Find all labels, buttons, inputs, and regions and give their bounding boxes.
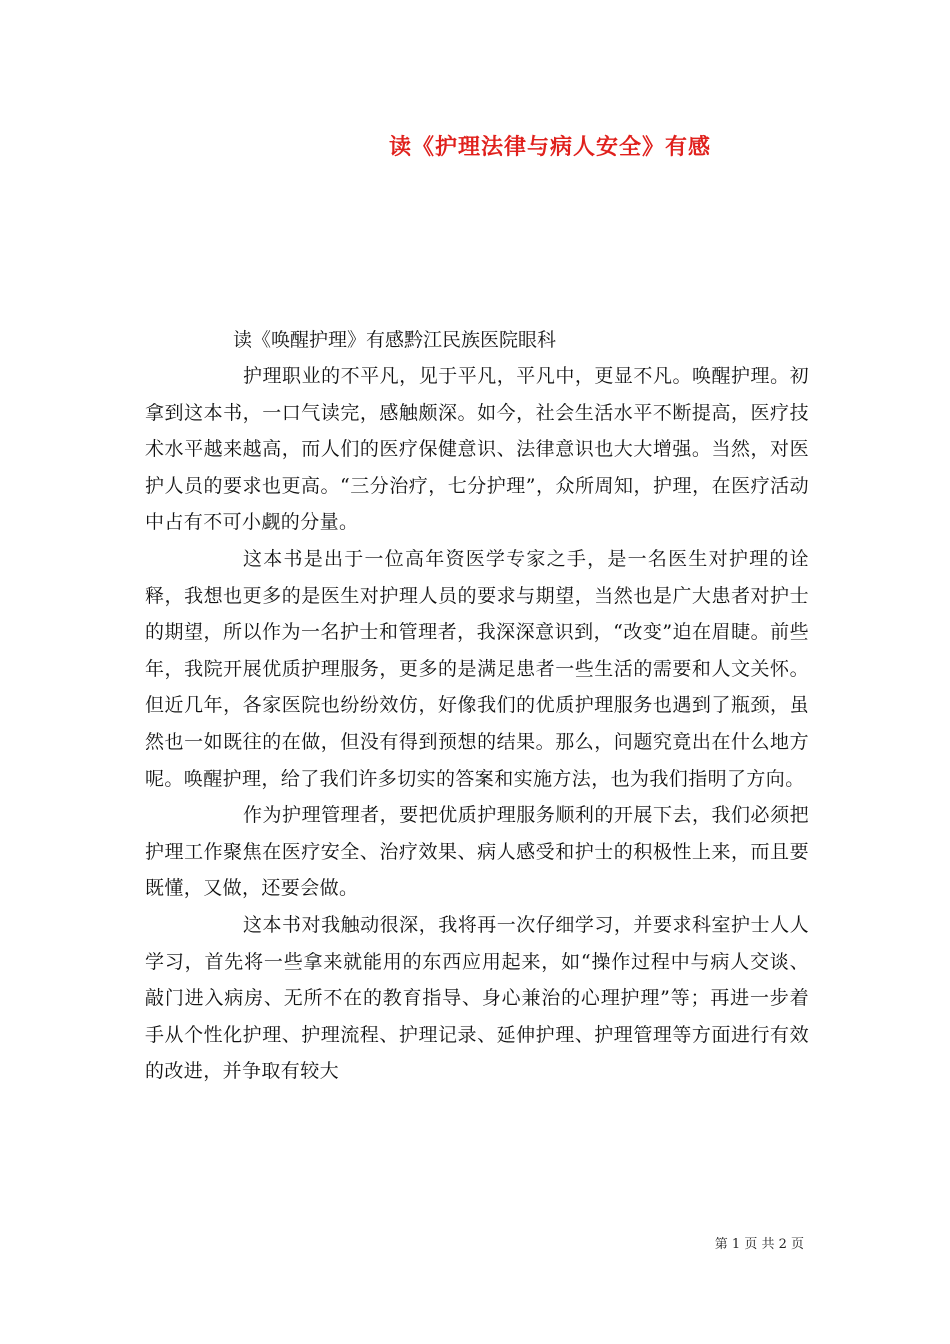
paragraph-3: 作为护理管理者，要把优质护理服务顺利的开展下去，我们必须把护理工作聚焦在医疗安全、治疗效果、病人感受和护士的积极性上来，而且要既懂，又做，还要会做。 [145, 804, 809, 900]
document-subtitle: 读《唤醒护理》有感黔江民族医院眼科 [233, 329, 557, 351]
paragraph-2: 这本书是出于一位高年资医学专家之手，是一名医生对护理的诠释，我想也更多的是医生对护理人员的要求与期望，当然也是广大患者对护士的期望，所以作为一名护士和管理者，我深深意识到，“改变”迫在眉睫。前些年，我院开展优质护理服务，更多的是满足患者一些生活的需要和人文关怀。但近几年，各家医院也纷纷效仿，好像我们的优质护理服务也遇到了瓶颈，虽然也一如既往的在做，但没有得到预想的结果。那么，问题究竟出在什么地方呢。唤醒护理，给了我们许多切实的答案和实施方法，也为我们指明了方向。 [145, 547, 809, 790]
page-number: 第 1 页 共 2 页 [714, 1237, 804, 1252]
document-title: 读《护理法律与病人安全》有感 [388, 134, 711, 160]
paragraph-1: 护理职业的不平凡，见于平凡，平凡中，更显不凡。唤醒护理。初拿到这本书，一口气读完，感触颇深。如今，社会生活水平不断提高，医疗技术水平越来越高，而人们的医疗保健意识、法律意识也大大增强。当然，对医护人员的要求也更高。“三分治疗，七分护理”，众所周知，护理，在医疗活动中占有不可小觑的分量。 [145, 365, 809, 534]
document-body [145, 322, 809, 1090]
paragraph-4: 这本书对我触动很深，我将再一次仔细学习，并要求科室护士人人学习，首先将一些拿来就能用的东西应用起来，如“操作过程中与病人交谈、敲门进入病房、无所不在的教育指导、身心兼治的心理护理”等；再进一步着手从个性化护理、护理流程、护理记录、延伸护理、护理管理等方面进行有效的改进，并争取有较大 [145, 913, 809, 1083]
